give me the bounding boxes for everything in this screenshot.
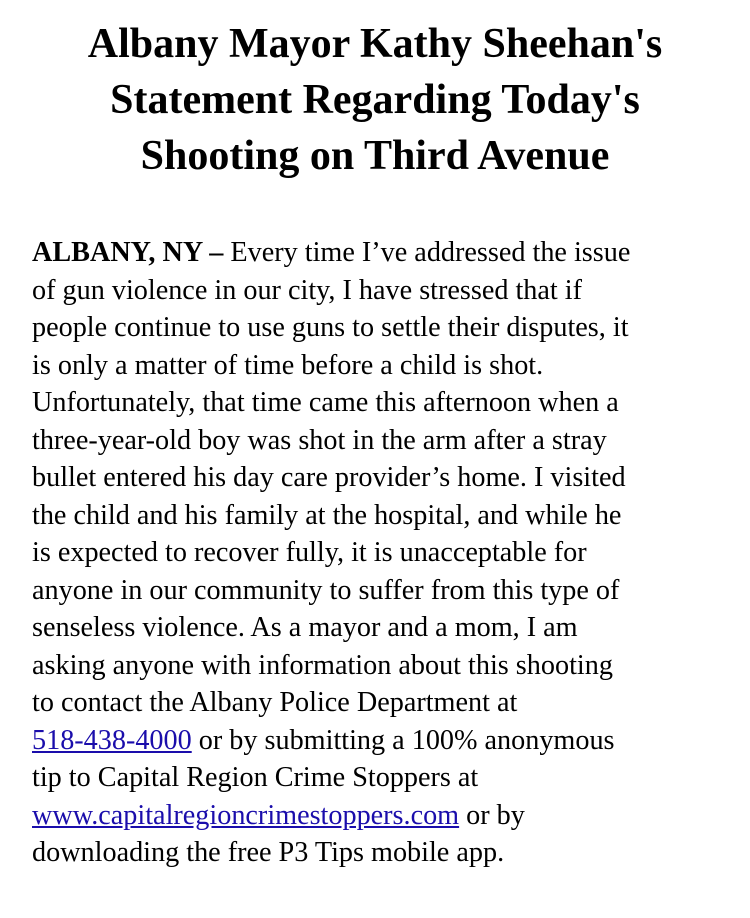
statement-line-17: downloading the free P3 Tips mobile app. [32,837,505,868]
statement-paragraph [32,234,722,872]
dateline: ALBANY, NY – [32,237,224,268]
statement-line-16 [32,797,722,835]
statement-line-1-text: Every time I’ve addressed the issue [223,237,631,268]
headline-line-1: Albany Mayor Kathy Sheehan's [87,21,663,67]
statement-line-15: tip to Capital Region Crime Stoppers at [32,762,479,793]
statement-line-11: senseless violence. As a mayor and a mom, I am [32,612,578,643]
headline [0,16,750,184]
statement-line-14 [32,722,722,760]
statement-line-3: people continue to use guns to settle their disputes, it [32,312,629,343]
statement-line-8: the child and his family at the hospital, and while he [32,499,622,531]
phone-link[interactable]: 518-438-4000 [32,724,192,756]
statement-line-7: bullet entered his day care provider’s home. I visited [32,462,626,493]
statement-line-4: is only a matter of time before a child is shot. [32,349,544,381]
headline-line-2: Statement Regarding Today's [110,77,640,123]
statement-line-2: of gun violence in our city, I have stressed that if [32,274,583,306]
statement-line-5: Unfortunately, that time came this afternoon when a [32,387,619,418]
statement-line-12: asking anyone with information about this shooting [32,649,613,681]
statement-line-6: three-year-old boy was shot in the arm after a stray [32,424,607,456]
statement-line-10: anyone in our community to suffer from this type of [32,574,620,606]
statement-line-14-text: or by submitting a 100% anonymous [191,724,615,756]
statement-line-13: to contact the Albany Police Department at [32,687,518,718]
headline-line-3: Shooting on Third Avenue [140,133,610,179]
website-link[interactable]: www.capitalregioncrimestoppers.com [32,799,460,831]
statement-line-16-text: or by [459,799,525,831]
statement-line-9: is expected to recover fully, it is unacceptable for [32,537,587,568]
statement-line-1 [32,234,722,272]
